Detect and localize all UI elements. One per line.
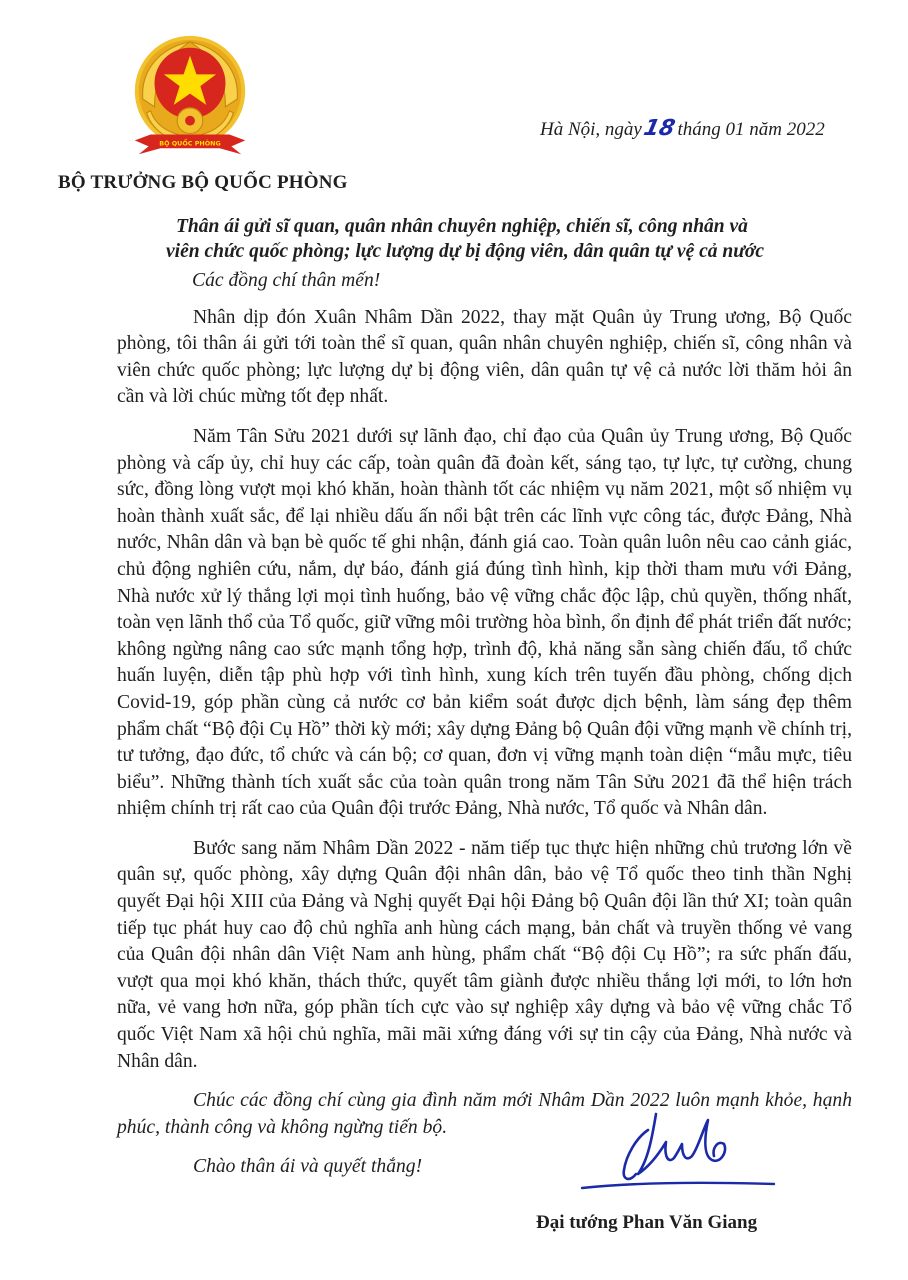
- month-year: tháng 01 năm 2022: [677, 119, 825, 140]
- national-emblem: [121, 30, 259, 168]
- greeting: Các đồng chí thân mến!: [192, 270, 381, 291]
- new-year-wish: Chúc các đồng chí cùng gia đình năm mới Nhâm Dần 2022 luôn mạnh khỏe, hạnh phúc, thành công và không ngừng tiến bộ.: [117, 1090, 852, 1138]
- letter-body: [117, 268, 852, 1194]
- place-label: Hà Nội, ngày: [540, 119, 642, 140]
- emblem-cog-icon: [177, 108, 203, 134]
- emblem-ribbon-text: BỘ QUỐC PHÒNG: [159, 139, 221, 148]
- salutation-heading: [100, 214, 890, 264]
- emblem-graphic: [121, 30, 259, 168]
- place-date: [540, 116, 825, 141]
- paragraph-2: Năm Tân Sửu 2021 dưới sự lãnh đạo, chỉ đạo của Quân ủy Trung ương, Bộ Quốc phòng và cấp ủy, chỉ huy các cấp, toàn quân đã đoàn kết, sáng tạo, tự lực, tự cường, chung sức, đồng lòng vượt mọi khó khăn, hoàn thành tốt các nhiệm vụ năm 2021, một số nhiệm vụ hoàn thành xuất sắc, để lại nhiều dấu ấn nổi bật trên các lĩnh vực công tác, được Đảng, Nhà nước, Nhân dân và bạn bè quốc tế ghi nhận, đánh giá cao. Toàn quân luôn nêu cao cảnh giác, chủ động nghiên cứu, nắm, dự báo, đánh giá đúng tình hình, kịp thời tham mưu với Đảng, Nhà nước xử lý thắng lợi mọi tình huống, bảo vệ vững chắc độc lập, chủ quyền, thống nhất, toàn vẹn lãnh thổ của Tổ quốc, giữ vững môi trường hòa bình, ổn định để phát triển đất nước; không ngừng nâng cao sức mạnh tổng hợp, trình độ, khả năng sẵn sàng chiến đấu, tổ chức huấn luyện, diễn tập phù hợp với tình hình, xung kích trên tuyến đầu phòng, chống dịch Covid-19, góp phần cùng cả nước cơ bản kiểm soát được dịch bệnh, làm sáng đẹp thêm phẩm chất “Bộ đội Cụ Hồ” thời kỳ mới; xây dựng Đảng bộ Quân đội vững mạnh về chính trị, tư tưởng, đạo đức, tổ chức và cán bộ; cơ quan, đơn vị vững mạnh toàn diện “mẫu mực, tiêu biểu”. Những thành tích xuất sắc của toàn quân trong năm Tân Sửu 2021 đã thể hiện trách nhiệm chính trị rất cao của Quân đội trước Đảng, Nhà nước, Tổ quốc và Nhân dân.: [117, 425, 852, 820]
- handwritten-day: 18: [641, 116, 678, 141]
- issuer-title: BỘ TRƯỞNG BỘ QUỐC PHÒNG: [58, 172, 348, 193]
- salutation-line-1: Thân ái gửi sĩ quan, quân nhân chuyên nghiệp, chiến sĩ, công nhân và: [176, 216, 748, 237]
- signer-name: Đại tướng Phan Văn Giang: [536, 1212, 758, 1233]
- paragraph-3: Bước sang năm Nhâm Dần 2022 - năm tiếp tục thực hiện những chủ trương lớn về quân sự, quốc phòng, xây dựng Quân đội nhân dân, bảo vệ Tổ quốc theo tinh thần Nghị quyết Đại hội XIII của Đảng và Nghị quyết Đại hội Đảng bộ Quân đội lần thứ XI; toàn quân tiếp tục phát huy cao độ chủ nghĩa anh hùng cách mạng, bản chất và truyền thống vẻ vang của Quân đội nhân dân Việt Nam anh hùng, phẩm chất “Bộ đội Cụ Hồ”; ra sức phấn đấu, vượt qua mọi khó khăn, thách thức, quyết tâm giành được nhiều thắng lợi mới, to lớn hơn nữa, vẻ vang hơn nữa, góp phần tích cực vào sự nghiệp xây dựng và bảo vệ vững chắc Tổ quốc Việt Nam xã hội chủ nghĩa, mãi mãi xứng đáng với sự tin cậy của Đảng, Nhà nước và Nhân dân.: [117, 837, 852, 1072]
- emblem-ribbon: [135, 134, 245, 154]
- salutation-line-2: viên chức quốc phòng; lực lượng dự bị động viên, dân quân tự vệ cả nước: [166, 241, 765, 262]
- paragraph-1: Nhân dịp đón Xuân Nhâm Dần 2022, thay mặt Quân ủy Trung ương, Bộ Quốc phòng, tôi thân ái gửi tới toàn thể sĩ quan, quân nhân chuyên nghiệp, chiến sĩ, công nhân và viên chức quốc phòng; lực lượng dự bị động viên, dân quân tự vệ cả nước lời thăm hỏi ân cần và lời chúc mừng tốt đẹp nhất.: [117, 306, 852, 408]
- handwritten-signature: [578, 1108, 778, 1196]
- closing-line: Chào thân ái và quyết thắng!: [193, 1156, 423, 1178]
